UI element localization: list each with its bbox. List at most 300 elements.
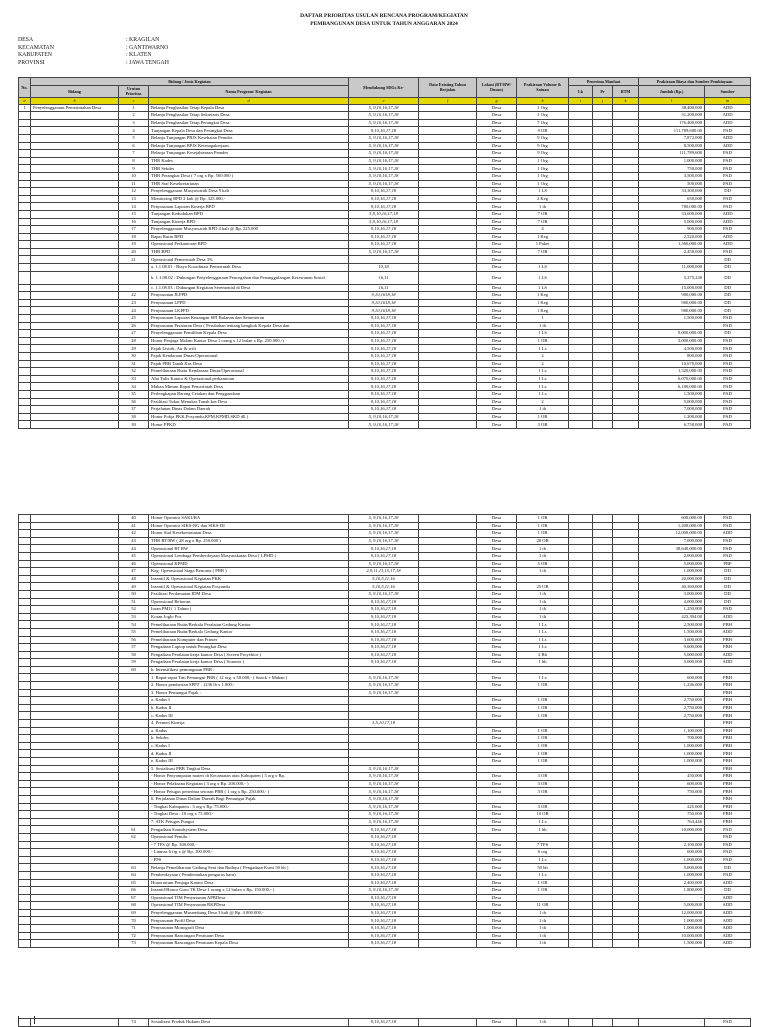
row-nama: Operasional Perkantoran BPD [149, 241, 349, 249]
row-volume: 2 [517, 360, 569, 368]
row-lk [569, 337, 593, 345]
row-nama: c. Kadus III [149, 712, 349, 720]
row-lokasi: Desa [477, 818, 517, 826]
row-jumlah: 2,520,000 [639, 233, 705, 241]
row-pr [593, 530, 613, 538]
row-pr [593, 568, 613, 576]
row-rtm [613, 368, 639, 376]
row-sdg: 9,10,16,17,18 [349, 203, 419, 211]
row-pr [593, 299, 613, 307]
row-sdg: 5, 9,10,16,17,18 [349, 530, 419, 538]
row-urutan: 71 [119, 925, 149, 933]
row-sumber: PBH [705, 727, 751, 735]
row-sumber: ADD [705, 902, 751, 910]
row-jumlah: 1,000,000 [639, 750, 705, 758]
row-bidang [31, 780, 119, 788]
row-no [19, 841, 31, 849]
row-jumlah: 764,446 [639, 818, 705, 826]
row-nama: Operasional TIM Penyusunan APBDesa [149, 894, 349, 902]
row-sumber: ADD [705, 142, 751, 150]
row-nama: Pemeliharaan Rutin/Berkala Peralatan Gedung Kantor [149, 621, 349, 629]
row-data-existing [419, 636, 477, 644]
row-jumlah: 2,750,000 [639, 704, 705, 712]
row-sdg: 9,10,16,17,18 [349, 1019, 419, 1027]
row-lk [569, 704, 593, 712]
row-lk [569, 413, 593, 421]
row-rtm [613, 606, 639, 614]
row-nama: Alat Tulis Kantor & Operasional perkantoran [149, 375, 349, 383]
table-row [19, 203, 751, 211]
row-volume [517, 689, 569, 697]
row-no [19, 337, 31, 345]
row-rtm [613, 689, 639, 697]
row-rtm [613, 299, 639, 307]
row-volume: 2 Keg [517, 195, 569, 203]
table-row [19, 299, 751, 307]
row-urutan: 4 [119, 127, 149, 135]
row-volume: 1 LS [517, 271, 569, 284]
row-rtm [613, 902, 639, 910]
row-data-existing [419, 398, 477, 406]
row-sdg: 5, 9,10,16,17,18 [349, 537, 419, 545]
row-lk [569, 119, 593, 127]
row-sumber: PAD [705, 172, 751, 180]
row-nama: Insentif & Operasional Kegiatan PKK [149, 575, 349, 583]
row-urutan: 49 [119, 583, 149, 591]
row-bidang [31, 530, 119, 538]
table-row [19, 345, 751, 353]
col-sumber: Sumber [705, 85, 751, 97]
row-pr [593, 165, 613, 173]
row-lokasi: Desa [477, 864, 517, 872]
row-rtm [613, 406, 639, 414]
row-bidang [31, 188, 119, 196]
row-sumber: PAD [705, 315, 751, 323]
row-rtm [613, 315, 639, 323]
row-volume: 28 OB [517, 537, 569, 545]
row-nama: - PPS [149, 856, 349, 864]
row-lk [569, 909, 593, 917]
table-row [19, 233, 751, 241]
row-jumlah: 700,000.00 [639, 203, 705, 211]
table-row [19, 330, 751, 338]
row-bidang [31, 788, 119, 796]
row-jumlah: 1,200,000.00 [639, 522, 705, 530]
row-nama: Penyusunan LKPPD [149, 307, 349, 315]
row-volume: 7 OB [517, 210, 569, 218]
row-nama: Operasional Lembaga Pemberdayaan Masyarakatan Desa ( LPMD ) [149, 552, 349, 560]
row-sdg: 9,10,16,17,18 [349, 902, 419, 910]
row-pr [593, 795, 613, 803]
row-nama: Penyusunan JLPPD [149, 292, 349, 300]
row-jumlah: 700,000 [639, 735, 705, 743]
row-pr [593, 788, 613, 796]
row-pr [593, 353, 613, 361]
row-lk [569, 674, 593, 682]
row-sdg: 5,9,10,16,17,18 [349, 210, 419, 218]
row-sdg: 9,10,16,17,18 [349, 390, 419, 398]
row-lokasi: Desa [477, 180, 517, 188]
row-urutan: 35 [119, 390, 149, 398]
row-rtm [613, 256, 639, 264]
row-data-existing [419, 773, 477, 781]
row-nama: Koran Joglo Pos [149, 613, 349, 621]
row-lk [569, 180, 593, 188]
row-data-existing [419, 210, 477, 218]
row-lokasi: Desa [477, 704, 517, 712]
row-lokasi: Desa [477, 575, 517, 583]
table-row [19, 765, 751, 773]
row-jumlah: 423,394.00 [639, 613, 705, 621]
row-volume [517, 765, 569, 773]
row-no [19, 849, 31, 857]
row-lk [569, 583, 593, 591]
row-volume: 11 OB [517, 902, 569, 910]
row-lk [569, 241, 593, 249]
row-lk [569, 590, 593, 598]
table-row [19, 773, 751, 781]
row-sdg: 5, 9,10,16,17,18 [349, 803, 419, 811]
priority-table-page3 [18, 1018, 751, 1027]
table-row [19, 583, 751, 591]
table-row [19, 712, 751, 720]
row-lk [569, 849, 593, 857]
row-sumber: DD [705, 575, 751, 583]
row-lk [569, 659, 593, 667]
row-pr [593, 826, 613, 834]
row-rtm [613, 750, 639, 758]
row-lk [569, 925, 593, 933]
row-urutan: 30 [119, 353, 149, 361]
row-volume: 1 th [517, 925, 569, 933]
row-jumlah: 900,000.00 [639, 299, 705, 307]
row-nama: 7. ATK Petugas Pungut [149, 818, 349, 826]
row-rtm [613, 127, 639, 135]
table-row [19, 218, 751, 226]
row-volume: 1 OB [517, 758, 569, 766]
row-jumlah: 10,000,000 [639, 932, 705, 940]
row-bidang [31, 545, 119, 553]
col-letter: f [419, 97, 477, 104]
row-rtm [613, 264, 639, 272]
row-urutan: 55 [119, 628, 149, 636]
row-data-existing [419, 421, 477, 429]
row-lk [569, 421, 593, 429]
row-sdg: 5, 9,10,16,17,18 [349, 818, 419, 826]
row-jumlah: 40,360,000 [639, 583, 705, 591]
row-data-existing [419, 360, 477, 368]
row-lokasi: Desa [477, 598, 517, 606]
row-rtm [613, 628, 639, 636]
row-jumlah: 5,000,000 [639, 659, 705, 667]
row-sumber: PAD [705, 195, 751, 203]
row-no [19, 727, 31, 735]
row-nama: Tunjangan Kepala Desa dan Perangkat Desa [149, 127, 349, 135]
row-lk [569, 284, 593, 292]
row-bidang [31, 704, 119, 712]
row-rtm [613, 742, 639, 750]
row-bidang [31, 552, 119, 560]
row-volume: 1 OB [517, 742, 569, 750]
row-volume: 1 Org [517, 112, 569, 120]
row-pr [593, 515, 613, 523]
row-nama: Belanja Penghasilan Tetap Perangkat Desa [149, 119, 349, 127]
row-lk [569, 165, 593, 173]
table-row [19, 644, 751, 652]
row-sumber: PAD [705, 871, 751, 879]
row-jumlah: 10,000,000 [639, 826, 705, 834]
row-bidang [31, 284, 119, 292]
row-rtm [613, 195, 639, 203]
row-no [19, 590, 31, 598]
row-pr [593, 383, 613, 391]
row-bidang [31, 307, 119, 315]
table-row [19, 909, 751, 917]
row-volume: 1 OB [517, 337, 569, 345]
row-nama: Pajak Kendaraan Dinas/Operasional [149, 353, 349, 361]
row-volume: 50 bh [517, 864, 569, 872]
row-no [19, 537, 31, 545]
row-data-existing [419, 515, 477, 523]
row-data-existing [419, 353, 477, 361]
row-nama: Perjalanan Dinas Dalam Daerah [149, 406, 349, 414]
row-data-existing [419, 818, 477, 826]
row-nama: Belanja Penghasilan Tetap Sekretaris Desa [149, 112, 349, 120]
row-data-existing [419, 887, 477, 895]
row-nama: Honor Staf Kesekretariatan Desa [149, 530, 349, 538]
row-sdg: 5, 9,10,16,17,18 [349, 248, 419, 256]
row-bidang [31, 940, 119, 948]
row-no [19, 218, 31, 226]
table-row [19, 248, 751, 256]
row-bidang [31, 322, 119, 330]
row-nama: Insentif/Honor Guru TK Desa 1 orang x 12 bulan x Rp. 150.000,- ) [149, 887, 349, 895]
row-lokasi: Desa [477, 530, 517, 538]
row-nama: c. Kadus I [149, 742, 349, 750]
row-sdg: 9,10,16,17,18 [349, 233, 419, 241]
row-pr [593, 545, 613, 553]
row-pr [593, 421, 613, 429]
row-pr [593, 613, 613, 621]
row-data-existing [419, 659, 477, 667]
row-volume: 9 Org [517, 142, 569, 150]
row-urutan: 12 [119, 188, 149, 196]
table-row [19, 127, 751, 135]
row-sdg: 9,10,16,17,18 [349, 360, 419, 368]
row-bidang [31, 720, 119, 728]
row-data-existing [419, 368, 477, 376]
table-row [19, 788, 751, 796]
row-data-existing [419, 864, 477, 872]
row-sdg: 3,5,10,17,18 [349, 720, 419, 728]
row-jumlah: 7,872,000 [639, 134, 705, 142]
row-bidang [31, 119, 119, 127]
row-lokasi: Desa [477, 375, 517, 383]
row-lokasi: Desa [477, 879, 517, 887]
row-jumlah: 900,000.00 [639, 292, 705, 300]
row-lokasi: Desa [477, 406, 517, 414]
row-lokasi: Desa [477, 172, 517, 180]
row-sdg: 9,10,16,17,18 [349, 337, 419, 345]
table-row [19, 353, 751, 361]
row-no [19, 606, 31, 614]
row-sumber: PBH [705, 758, 751, 766]
row-nama: Penyusunan Rancangan Peraturan Desa [149, 932, 349, 940]
row-sumber: PAD [705, 337, 751, 345]
row-nama: 3. Honor Pemungut Pajak : [149, 689, 349, 697]
row-sdg: 5, 9,10,16,17,18 [349, 180, 419, 188]
row-data-existing [419, 682, 477, 690]
row-pr [593, 337, 613, 345]
row-jumlah: 2,450,000 [639, 248, 705, 256]
row-pr [593, 233, 613, 241]
row-lk [569, 256, 593, 264]
row-rtm [613, 180, 639, 188]
row-bidang [31, 803, 119, 811]
row-sumber: ADD [705, 112, 751, 120]
row-sumber: PBH [705, 788, 751, 796]
row-urutan: 11 [119, 180, 149, 188]
table-row [19, 697, 751, 705]
row-pr [593, 226, 613, 234]
row-nama: Iuran PMI ( 1 Tahun ) [149, 606, 349, 614]
row-lk [569, 390, 593, 398]
row-volume: 1 Ls [517, 636, 569, 644]
row-pr [593, 644, 613, 652]
row-lokasi: Desa [477, 515, 517, 523]
row-lk [569, 735, 593, 743]
row-rtm [613, 1019, 639, 1027]
row-pr [593, 902, 613, 910]
row-volume: 1 OB [517, 712, 569, 720]
row-sumber: ADD [705, 651, 751, 659]
row-lk [569, 537, 593, 545]
row-volume: 1 th [517, 322, 569, 330]
row-pr [593, 742, 613, 750]
row-lk [569, 644, 593, 652]
row-sdg: 5,10,5,11,16 [349, 575, 419, 583]
row-volume: 1 th [517, 1019, 569, 1027]
row-urutan [119, 811, 149, 819]
row-pr [593, 150, 613, 158]
row-sumber: PAD [705, 413, 751, 421]
row-sumber: DD [705, 271, 751, 284]
row-nama: Operasional TIM Penyusunan RKPDesa [149, 902, 349, 910]
row-pr [593, 932, 613, 940]
row-rtm [613, 917, 639, 925]
row-lk [569, 292, 593, 300]
row-jumlah: 31,200,000 [639, 112, 705, 120]
row-nama: THR BPD [149, 248, 349, 256]
row-jumlah: 111,789,600.00 [639, 127, 705, 135]
row-bidang [31, 203, 119, 211]
row-rtm [613, 758, 639, 766]
row-pr [593, 127, 613, 135]
row-jumlah: 3,000,000.00 [639, 337, 705, 345]
row-data-existing [419, 879, 477, 887]
row-lokasi: Desa [477, 157, 517, 165]
row-bidang [31, 856, 119, 864]
row-data-existing [419, 788, 477, 796]
table-row [19, 826, 751, 834]
row-urutan: 52 [119, 606, 149, 614]
row-urutan: 41 [119, 522, 149, 530]
row-lk [569, 322, 593, 330]
row-no [19, 203, 31, 211]
row-sumber: DD [705, 590, 751, 598]
row-nama: THR Staf Kesekretariatan [149, 180, 349, 188]
row-lk [569, 104, 593, 112]
row-pr [593, 315, 613, 323]
row-no [19, 307, 31, 315]
row-bidang [31, 150, 119, 158]
table-row [19, 165, 751, 173]
row-data-existing [419, 598, 477, 606]
row-rtm [613, 104, 639, 112]
row-no [19, 315, 31, 323]
row-rtm [613, 134, 639, 142]
row-urutan: 72 [119, 932, 149, 940]
row-sdg: 5, 9,10,16,17,18 [349, 788, 419, 796]
table-row [19, 119, 751, 127]
row-nama: Pengadaan Laptop untuk Perangkat Desa [149, 644, 349, 652]
row-no [19, 134, 31, 142]
row-bidang [31, 689, 119, 697]
row-urutan [119, 795, 149, 803]
row-lk [569, 398, 593, 406]
row-jumlah: 4,000,000 [639, 598, 705, 606]
row-volume: 1 LS [517, 284, 569, 292]
row-data-existing [419, 383, 477, 391]
col-data-existing: Data Existing Tahun Berjalan [419, 78, 477, 98]
row-data-existing [419, 590, 477, 598]
row-volume [517, 894, 569, 902]
row-rtm [613, 575, 639, 583]
row-data-existing [419, 765, 477, 773]
row-volume: 7 OB [517, 218, 569, 226]
row-jumlah: 38,640,000.00 [639, 545, 705, 553]
row-rtm [613, 112, 639, 120]
table-row [19, 925, 751, 933]
row-sumber: PAD [705, 552, 751, 560]
row-lk [569, 315, 593, 323]
row-rtm [613, 864, 639, 872]
table-row [19, 598, 751, 606]
row-no [19, 697, 31, 705]
col-letter: e [349, 97, 419, 104]
row-sdg: 9,10,16,17,18 [349, 651, 419, 659]
row-rtm [613, 613, 639, 621]
row-sumber: PAD [705, 165, 751, 173]
row-data-existing [419, 932, 477, 940]
row-jumlah: 225,000 [639, 803, 705, 811]
row-data-existing [419, 704, 477, 712]
row-bidang [31, 406, 119, 414]
row-sdg: 5, 9,10,16,17,18 [349, 674, 419, 682]
row-volume: 1 th [517, 568, 569, 576]
row-lokasi: Desa [477, 727, 517, 735]
row-no [19, 248, 31, 256]
table-row [19, 803, 751, 811]
row-sdg [349, 758, 419, 766]
row-bidang [31, 727, 119, 735]
row-rtm [613, 879, 639, 887]
row-data-existing [419, 560, 477, 568]
row-sumber: PBH [705, 697, 751, 705]
row-pr [593, 134, 613, 142]
row-lokasi: Desa [477, 932, 517, 940]
row-volume: 1 th [517, 598, 569, 606]
